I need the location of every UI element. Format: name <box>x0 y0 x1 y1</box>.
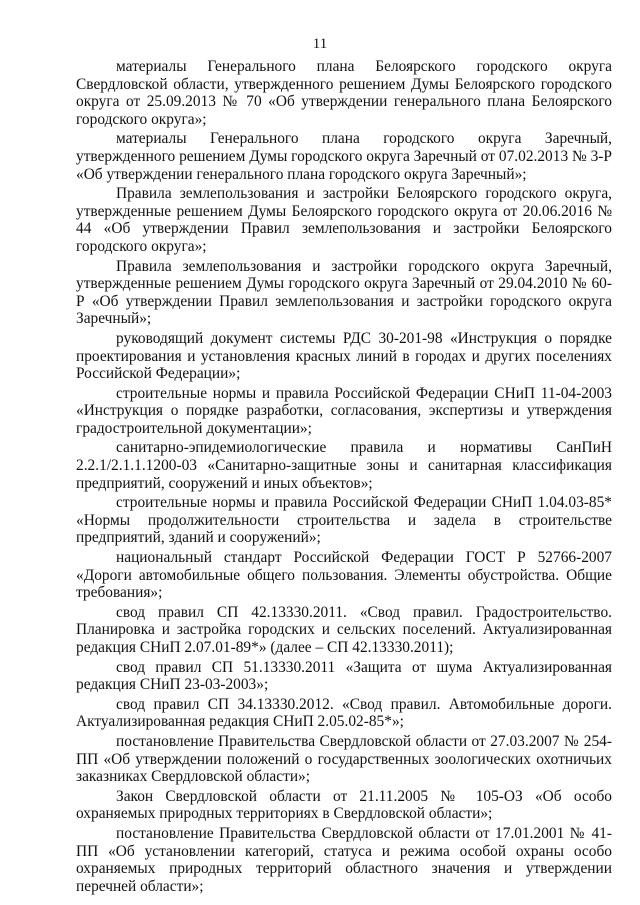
document-body <box>76 58 612 895</box>
paragraph-resolution-254-pp: постановление Правительства Свердловской области от 27.03.2007 № 254-ПП «Об утверждении положений о государственных зоологических охотничьих заказниках Свердловской области»; <box>76 732 612 786</box>
paragraph-sanpin: санитарно-эпидемиологические правила и нормативы СанПиН 2.2.1/2.1.1.1200-03 «Санитарно-защитные зоны и санитарная классификация предприятий, сооружений и иных объектов»; <box>76 439 612 492</box>
paragraph-law-105-oz: Закон Свердловской области от 21.11.2005 № 105-ОЗ «Об особо охраняемых природных территориях в Свердловской области»; <box>76 787 612 823</box>
paragraph-sp-51-13330-2011: свод правил СП 51.13330.2011 «Защита от шума Актуализированная редакция СНиП 23-03-2003»; <box>76 658 612 694</box>
paragraph-land-use-rules-zarechny: Правила землепользования и застройки городского округа Заречный, утвержденные решением Думы городского округа Заречный от 29.04.2010 № 60-Р «Об утверждении Правил землепользования и застройки городского округа Заречный»; <box>76 257 612 328</box>
paragraph-land-use-rules-beloyarsky: Правила землепользования и застройки Белоярского городского округа, утвержденные решением Думы Белоярского городского округа от 20.06.2016 № 44 «Об утверждении Правил землепользования и застройки Белоярского городского округа»; <box>76 185 612 255</box>
page-number: 11 <box>312 36 328 52</box>
paragraph-resolution-41-pp: постановление Правительства Свердловской области от 17.01.2001 № 41-ПП «Об установлении категорий, статуса и режима особой охраны особо охраняемых природных территорий областного значения и утверждении перечней области»; <box>76 824 612 895</box>
paragraph-sp-42-13330-2011: свод правил СП 42.13330.2011. «Свод правил. Градостроительство. Планировка и застройка городских и сельских поселений. Актуализированная редакция СНиП 2.07.01-89*» (далее – СП 42.13330.2011); <box>76 603 612 656</box>
paragraph-sp-34-13330-2012: свод правил СП 34.13330.2012. «Свод правил. Автомобильные дороги. Актуализированная редакция СНиП 2.05.02-85*»; <box>76 695 612 731</box>
paragraph-rds-30-201-98: руководящий документ системы РДС 30-201-98 «Инструкция о порядке проектирования и установления красных линий в городах и других поселениях Российской Федерации»; <box>76 329 612 383</box>
paragraph-snip-1-04-03-85: строительные нормы и правила Российской Федерации СНиП 1.04.03-85* «Нормы продолжительности строительства и задела в строительстве предприятий, зданий и сооружений»; <box>76 494 612 547</box>
paragraph-gost-r-52766-2007: национальный стандарт Российской Федерации ГОСТ Р 52766-2007 «Дороги автомобильные общего пользования. Элементы обустройства. Общие требования»; <box>76 549 612 602</box>
paragraph-general-plan-zarechny: материалы Генерального плана городского округа Заречный, утвержденного решением Думы городского округа Заречный от 07.02.2013 № 3-Р «Об утверждении генерального плана городского округа Заречный»; <box>76 130 612 183</box>
paragraph-snip-11-04-2003: строительные нормы и правила Российской Федерации СНиП 11-04-2003 «Инструкция о порядке разработки, согласования, экспертизы и утверждения градостроительной документации»; <box>76 384 612 437</box>
paragraph-general-plan-beloyarsky: материалы Генерального плана Белоярского городского округа Свердловской области, утвержденного решением Думы Белоярского городского округа от 25.09.2013 № 70 «Об утверждении генерального плана Белоярского городского округа»; <box>76 58 612 128</box>
